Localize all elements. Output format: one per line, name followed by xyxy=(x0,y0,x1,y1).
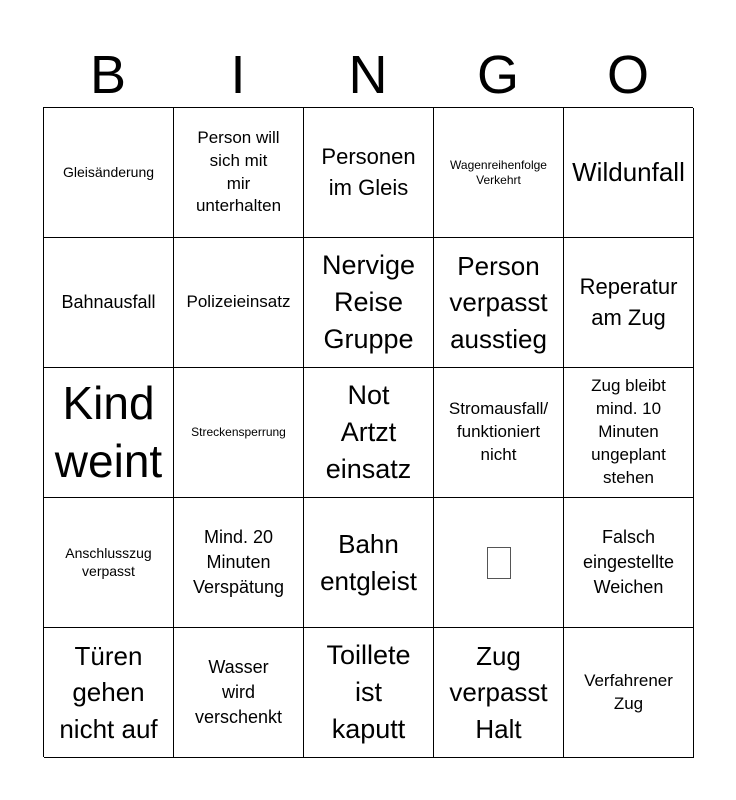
bingo-cell[interactable] xyxy=(44,108,174,238)
header-letter-o: O xyxy=(606,45,649,105)
bingo-cell[interactable] xyxy=(434,238,564,368)
cell-text: Verfahrener Zug xyxy=(584,670,673,713)
cell-text: Wasser wird verschenkt xyxy=(194,657,283,727)
bingo-cell[interactable] xyxy=(564,628,694,758)
empty-square-icon xyxy=(487,547,511,579)
bingo-cell[interactable] xyxy=(434,628,564,758)
header-letter-i: I xyxy=(230,45,246,105)
cell-text: Zug bleibt mind. 10 Minuten ungeplant stehen xyxy=(591,376,666,487)
cell-text: Person will sich mit mir unterhalten xyxy=(195,127,282,216)
header-letter-b: B xyxy=(89,45,127,105)
free-space-cell[interactable] xyxy=(434,498,564,628)
bingo-cell[interactable] xyxy=(434,368,564,498)
cell-text: Polizeieinsatz xyxy=(186,292,291,312)
cell-text: Person verpasst ausstieg xyxy=(449,250,548,354)
cell-text: Falsch eingestellte Weichen xyxy=(582,527,675,597)
bingo-board xyxy=(43,107,693,757)
bingo-cell[interactable] xyxy=(564,368,694,498)
bingo-cell[interactable] xyxy=(44,238,174,368)
cell-text: Bahnausfall xyxy=(61,292,156,313)
cell-text: Anschlusszug verpasst xyxy=(65,545,152,579)
cell-text: Streckensperrung xyxy=(191,425,286,440)
bingo-cell[interactable] xyxy=(174,108,304,238)
bingo-cell[interactable] xyxy=(304,238,434,368)
bingo-cell[interactable] xyxy=(564,238,694,368)
cell-text: Toillete ist kaputt xyxy=(326,639,411,745)
header-letter-n: N xyxy=(348,45,388,105)
cell-text: Not Artzt einsatz xyxy=(325,379,412,485)
bingo-cell[interactable] xyxy=(304,108,434,238)
bingo-cell[interactable] xyxy=(564,108,694,238)
bingo-cell[interactable] xyxy=(304,368,434,498)
bingo-cell[interactable] xyxy=(174,238,304,368)
cell-text: Gleisänderung xyxy=(62,163,155,180)
cell-text: Kind weint xyxy=(54,377,163,487)
bingo-cell[interactable] xyxy=(174,498,304,628)
cell-text: Türen gehen nicht auf xyxy=(59,640,158,744)
cell-text: Zug verpasst Halt xyxy=(449,640,548,744)
cell-text: Mind. 20 Minuten Verspätung xyxy=(192,527,285,597)
bingo-cell[interactable] xyxy=(174,628,304,758)
cell-text: Stromausfall/ funktioniert nicht xyxy=(448,399,549,464)
cell-text: Nervige Reise Gruppe xyxy=(321,249,416,355)
bingo-cell[interactable] xyxy=(44,368,174,498)
cell-text: Reperatur am Zug xyxy=(579,273,678,330)
cell-text: Bahn entgleist xyxy=(320,529,417,596)
bingo-cell[interactable] xyxy=(174,368,304,498)
bingo-cell[interactable] xyxy=(304,628,434,758)
bingo-cell[interactable] xyxy=(434,108,564,238)
bingo-header xyxy=(43,42,693,108)
header-letter-g: G xyxy=(476,45,519,105)
bingo-cell[interactable] xyxy=(304,498,434,628)
bingo-cell[interactable] xyxy=(44,498,174,628)
cell-text: Wagenreihenfolge Verkehrt xyxy=(450,158,547,187)
bingo-cell[interactable] xyxy=(44,628,174,758)
cell-text: Personen im Gleis xyxy=(321,143,416,200)
bingo-cell[interactable] xyxy=(564,498,694,628)
cell-text: Wildunfall xyxy=(572,157,685,188)
